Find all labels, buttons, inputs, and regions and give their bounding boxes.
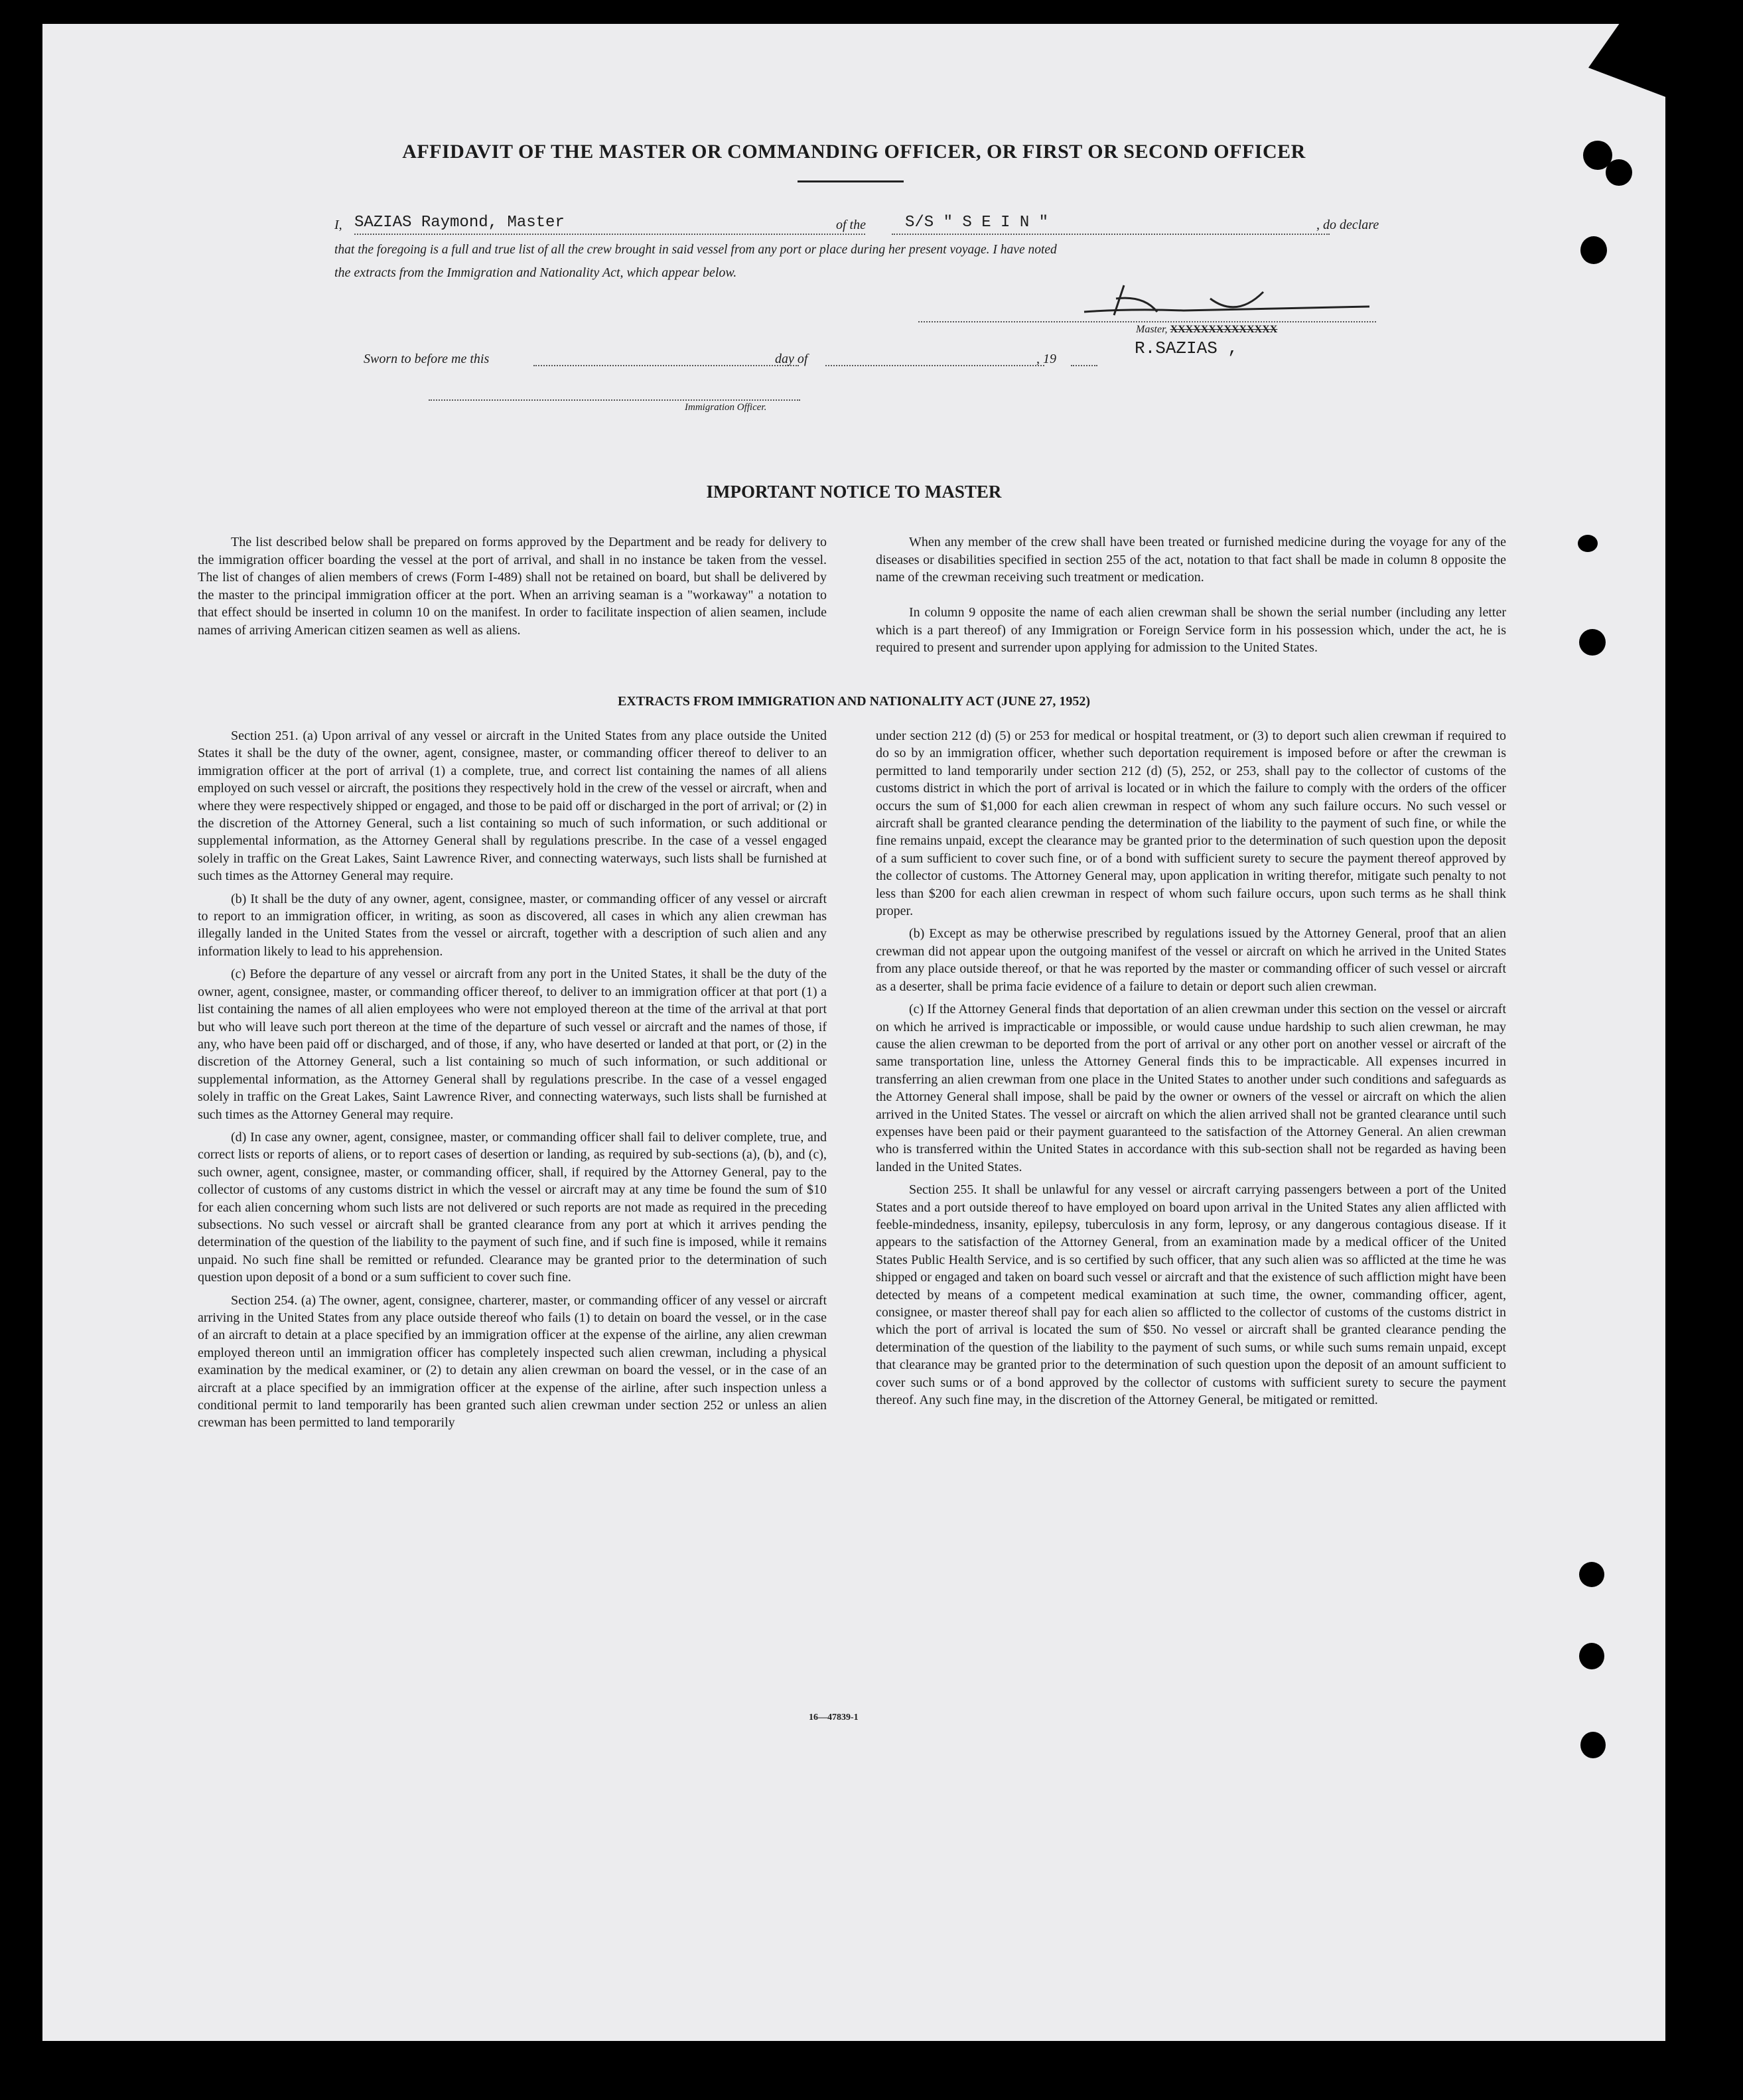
document-page [42,24,1665,2041]
section-255: Section 255. It shall be unlawful for any vessel or aircraft carrying passengers between a port of the United States and a port outside thereof to have employed on board upon arrival in the United States any alien afflicted with feeble-mindedness, insanity, epilepsy, tuberculosis in any form, leprosy, or any dangerous contagious disease. If it appears to the satisfaction of the Attorney General, from an examination made by a medical officer of the United States Public Health Service, and is so certified by such officer, that any such alien was so afflicted at the time he was shipped or engaged and taken on board such vessel or aircraft and that the existence of such affliction might have been detected by means of a competent medical examination at such time, the owner, commanding officer, agent, consignee, or master thereof shall pay for each alien so afflicted to the collector of customs of the customs district in which the port of arrival is located the sum of $50. No vessel or aircraft shall be granted clearance pending the determination of the question of the liability to the payment of such sums, or while such sums remain unpaid, except that clearance may be granted prior to the determination of such question upon the deposit of an amount sufficient to cover such sums or of a bond approved by the collector of customs with sufficient surety to secure the payment thereof. Any such fine may, in the discretion of the Attorney General, be mitigated or remitted. [876,1182,1506,1408]
section-254-c: (c) If the Attorney General finds that deportation of an alien crewman under this section on the vessel or aircraft on which he arrived is impracticable or impossible, or would cause undue hardship to such alien crewman, he may cause the alien crewman to be deported from the port of arrival or any other port on another vessel or aircraft of the same transportation line, unless the Attorney General finds this to be impracticable. All expenses incurred in transferring an alien crewman from one place in the United States to another under such conditions and safeguards as the Attorney General shall impose, shall be paid by the owner or owners of the vessel or aircraft on which the alien arrived in the United States. The vessel or aircraft on which the alien arrived shall not be granted clearance until such expenses have been paid or their payment guaranteed to the satisfaction of the Attorney General. An alien crewman who is transferred within the United States in accordance with this sub-section shall not be regarded as having been landed in the United States. [876,1002,1506,1174]
name-blank-line [354,234,865,235]
signature-caption [1136,324,1277,336]
of-the-label: of the [836,218,866,232]
declaration-line-2: that the foregoing is a full and true list of all the crew brought in said vessel from any port or place during her present voyage. I have noted [334,243,1057,257]
sworn-label: Sworn to before me this [364,352,490,366]
punch-hole [1579,1562,1604,1587]
extracts-right-column [876,727,1506,1414]
signature-line [918,321,1376,322]
punch-hole [1580,1732,1606,1758]
year-label: , 19 [1036,352,1056,366]
affidavit-title: AFFIDAVIT OF THE MASTER OR COMMANDING OFFICER, OR FIRST OR SECOND OFFICER [402,141,1306,163]
section-254-a-cont: under section 212 (d) (5) or 253 for medical or hospital treatment, or (3) to deport such alien crewman if required to do so by an immigration officer, whether such deportation requirement is imposed before or after the crewman is permitted to land temporarily under section 212 (d) (5), 252, or 253, shall pay to the collector of customs of the customs district in which the port of arrival is located or in which the failure to comply with the orders of the officer occurs the sum of $1,000 for each alien crewman in respect of whom any such failure occurs. No such vessel or aircraft shall be granted clearance pending the determination of the liability to the payment of such fine, or while the fine remains unpaid, except the clearance may be granted prior to the determination of such question upon the deposit of a sum sufficient to cover such fine, or of a bond with sufficient surety to secure the payment thereof approved by the collector of customs. The Attorney General may, upon application in writing therefor, mitigate such penalty to not less than $200 for each alien crewman in respect of whom such failure occurs, upon such terms as he shall think proper. [876,729,1506,919]
day-of-label: day of [775,352,808,366]
punch-hole [1578,535,1598,552]
officer-signature-line [429,399,800,401]
notice-right-paragraph-1: When any member of the crew shall have been treated or furnished medicine during the voyage for any of the diseases or disabilities specified in section 255 of the act, notation to that fact shall be made in column 8 opposite the name of the crewman receiving such treatment or medication. [876,535,1506,585]
section-251-d: (d) In case any owner, agent, consignee, master, or commanding officer shall fail to deliver complete, true, and correct lists or reports of aliens, or to report cases of desertion or landing, as required by sub-sections (a), (b), and (c), such owner, agent, consignee, master, or commanding officer, shall, if required by the Attorney General, pay to the collector of customs of any customs district in which the vessel or aircraft may at any time be found the sum of $10 for each alien concerning whom such lists are not delivered or such reports are not made as required in the preceding subsections. No such vessel or aircraft shall be granted clearance from any port at which it arrives pending the determination of the question of the liability to the payment of such fine, and if such fine is imposed, while it remains unpaid. No such fine shall be remitted or refunded. Clearance may be granted prior to the determination of such question upon deposit of a bond or a sum sufficient to cover such fine. [198,1129,827,1285]
punch-hole [1579,629,1606,656]
master-signature [1078,272,1383,325]
declaration-prefix: I, [334,218,342,232]
section-254-b: (b) Except as may be otherwise prescribed by regulations issued by the Attorney General, proof that an alien crewman did not appear upon the outgoing manifest of the vessel or aircraft on which he arrived in the United States from any place outside thereof, or that he was reported by the master or commanding officer of such vessel or aircraft as a deserter, shall be prima facie evidence of a failure to detain or deport such alien crewman. [876,926,1506,994]
extracts-left-column [198,727,827,1437]
section-251-c: (c) Before the departure of any vessel or aircraft from any port in the United States, it shall be the duty of the owner, agent, consignee, master, or commanding officer thereof, to deliver to an immigration officer at that port (1) a list containing the names of all alien employees who were not employed thereon at the time of the arrival at that port but who will leave such port thereon at the time of the departure of such vessel or aircraft and the names of those, if any, who have been paid off or discharged, and of those, if any, who have deserted or landed at that port, or (2) in the discretion of the Attorney General, such a list containing so much of such information, or such additional or supplemental information, as the Attorney General shall by regulations prescribe. In the case of a vessel engaged solely in traffic on the Great Lakes, Saint Lawrence River, and connecting waterways, such lists shall be furnished at such times as the Attorney General may require. [198,967,827,1122]
section-254-a: Section 254. (a) The owner, agent, consignee, charterer, master, or commanding officer of any vessel or aircraft arriving in the United States from any place outside thereof who fails (1) to detain on board the vessel, or in the case of an aircraft to detain at a place specified by an immigration officer at the expense of the airline, any alien crewman employed thereon until an immigration officer has completely inspected such alien crewman, including a physical examination by the medical examiner, or (2) to detain any alien crewman on board the vessel, or in the case of an aircraft at a place specified by an immigration officer at the expense of the airline, after such inspection unless a conditional permit to land temporarily has been granted such alien crewman under section 252 or unless an alien crewman has been permitted to land temporarily [198,1293,827,1431]
master-name: SAZIAS Raymond, Master [354,214,565,232]
declaration-line-3: the extracts from the Immigration and Nationality Act, which appear below. [334,265,737,280]
struck-caption: XXXXXXXXXXXXXX [1170,324,1278,335]
section-251-a: Section 251. (a) Upon arrival of any vessel or aircraft in the United States from any place outside the United States it shall be the duty of the owner, agent, consignee, master, or commanding officer thereof to deliver to an immigration officer at the port of arrival (1) a complete, true, and correct list containing the names of all aliens employed on such vessel or aircraft, the positions they respectively hold in the crew of the vessel or aircraft, when and where they were respectively shipped or engaged, and those to be paid off or discharged in the port of arrival; or (2) in the discretion of the Attorney General, such a list containing so much of such information, or such additional or supplemental information, as the Attorney General shall by regulations prescribe. In the case of a vessel engaged solely in traffic on the Great Lakes, Saint Lawrence River, and connecting waterways, such lists shall be furnished at such times as the Attorney General may require. [198,729,827,884]
notice-right-paragraph-2: In column 9 opposite the name of each alien crewman shall be shown the serial number (including any letter which is a part thereof) of any Immigration or Foreign Service form in his possession which, under the act, he is required to present and surrender upon applying for admission to the United States. [876,605,1506,656]
form-number: 16—47839-1 [809,1713,859,1722]
notice-heading: IMPORTANT NOTICE TO MASTER [706,482,1002,502]
extracts-heading: EXTRACTS FROM IMMIGRATION AND NATIONALITY ACT (JUNE 27, 1952) [617,694,1091,709]
master-caption: Master, [1136,324,1168,335]
section-251-b: (b) It shall be the duty of any owner, agent, consignee, master, or commanding officer of any vessel or aircraft to report to an immigration officer, in writing, as soon as discovered, all cases in which any alien crewman has illegally landed in the United States from the vessel or aircraft, together with a description of such alien and any information likely to lead to his apprehension. [198,891,827,959]
typed-master-name: R.SAZIAS , [1135,338,1239,358]
sworn-day-blank [533,365,799,366]
vessel-blank-line [892,234,1330,235]
punch-hole [1606,159,1632,186]
declare-suffix: , do declare [1316,218,1379,232]
punch-hole [1580,236,1607,264]
sworn-year-blank [1071,365,1097,366]
officer-caption: Immigration Officer. [685,402,767,413]
title-rule [798,180,904,182]
sworn-month-blank [825,365,1044,366]
torn-corner [1588,24,1665,97]
punch-hole [1579,1643,1604,1669]
notice-left-paragraph: The list described below shall be prepared on forms approved by the Department and be ready for delivery to the immigration officer boarding the vessel at the port of arrival, and shall in no instance be taken from the vessel. The list of changes of alien members of crews (Form I-489) shall not be retained on board, but shall be delivered by the master to the principal immigration officer at the port. When an arriving seaman is a "workaway" a notation to that effect should be inserted in column 10 on the manifest. In order to facilitate inspection of alien seamen, include names of arriving American citizen seamen as well as aliens. [198,535,827,638]
vessel-name: S/S " S E I N " [905,214,1049,232]
